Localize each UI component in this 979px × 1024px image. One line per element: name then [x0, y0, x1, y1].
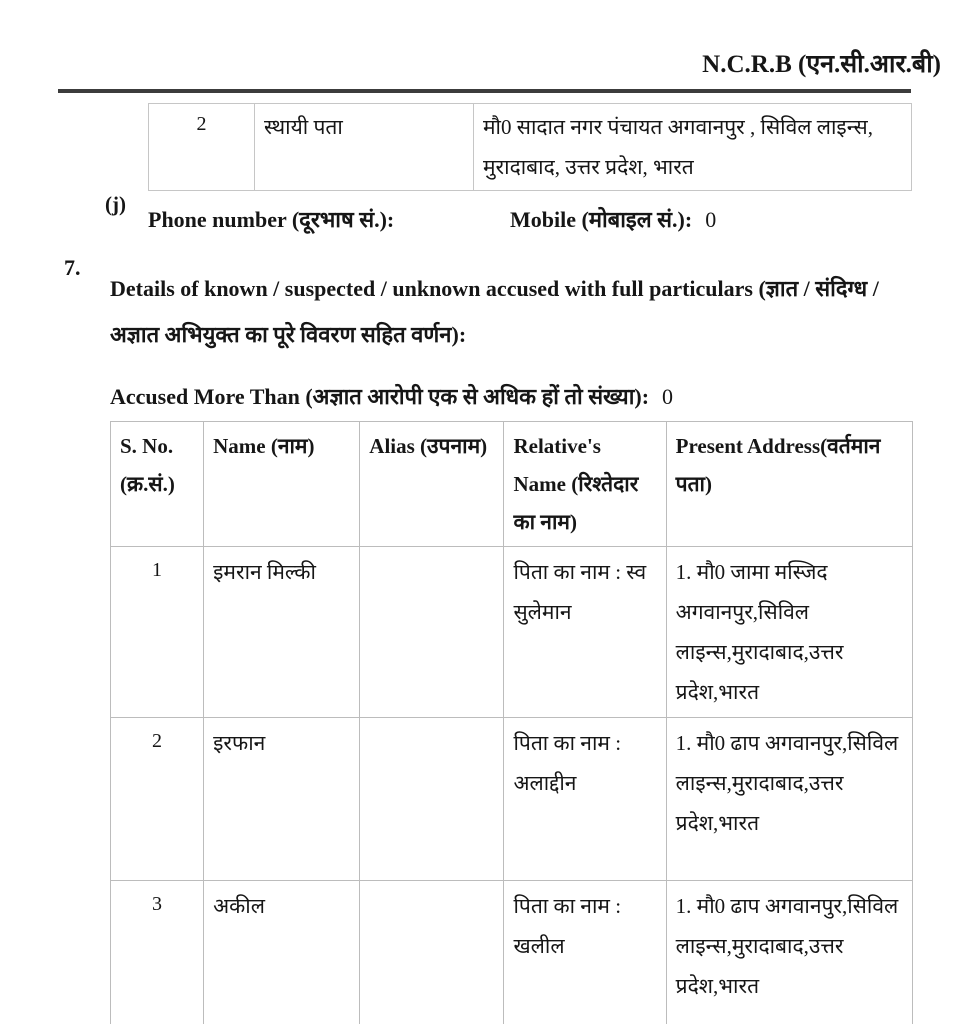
mobile-value: 0	[705, 207, 717, 232]
cell-field-label: स्थायी पता	[255, 104, 474, 191]
section-title: Details of known / suspected / unknown accused with full particulars (ज्ञात / संदिग्ध / अज्ञात अभियुक्त का पूरे विवरण सहित वर्णन):	[110, 276, 879, 347]
cell-name: इमरान मिल्की	[204, 547, 360, 718]
cell-present-address: 1. मौ0 जामा मस्जिद अगवानपुर,सिविल लाइन्स,मुरादाबाद,उत्तर प्रदेश,भारत	[666, 547, 912, 718]
cell-relative-name: पिता का नाम : अलाद्दीन	[504, 718, 666, 881]
header-divider	[58, 89, 911, 93]
column-header-present-address: Present Address(वर्तमान पता)	[666, 422, 912, 547]
phone-number-label: Phone number (दूरभाष सं.):	[148, 207, 395, 232]
cell-alias	[360, 881, 504, 1024]
cell-serial-number: 2	[149, 104, 255, 191]
column-header-alias: Alias (उपनाम)	[360, 422, 504, 547]
column-header-sno: S. No. (क्र.सं.)	[111, 422, 204, 547]
cell-present-address: 1. मौ0 ढाप अगवानपुर,सिविल लाइन्स,मुरादाबाद,उत्तर प्रदेश,भारत	[666, 718, 912, 881]
table-row	[111, 718, 913, 881]
cell-serial-number: 1	[111, 547, 204, 718]
mobile-label: Mobile (मोबाइल सं.):	[510, 207, 693, 232]
table-header-row	[111, 422, 913, 547]
cell-relative-name: पिता का नाम : खलील	[504, 881, 666, 1024]
accused-more-than-value: 0	[662, 384, 674, 409]
cell-alias	[360, 547, 504, 718]
cell-field-value: मौ0 सादात नगर पंचायत अगवानपुर , सिविल लाइन्स, मुरादाबाद, उत्तर प्रदेश, भारत	[474, 104, 912, 191]
mobile-number-line	[510, 204, 716, 234]
table-row	[149, 104, 912, 191]
cell-name: अकील	[204, 881, 360, 1024]
cell-name: इरफान	[204, 718, 360, 881]
column-header-name: Name (नाम)	[204, 422, 360, 547]
cell-relative-name: पिता का नाम : स्व सुलेमान	[504, 547, 666, 718]
page-title: N.C.R.B (एन.सी.आर.बी)	[702, 51, 941, 78]
cell-present-address: 1. मौ0 ढाप अगवानपुर,सिविल लाइन्स,मुरादाबाद,उत्तर प्रदेश,भारत	[666, 881, 912, 1024]
cell-serial-number: 3	[111, 881, 204, 1024]
permanent-address-table	[148, 103, 912, 191]
section-number: 7.	[64, 255, 81, 280]
cell-serial-number: 2	[111, 718, 204, 881]
accused-details-table	[110, 421, 913, 1024]
cell-alias	[360, 718, 504, 881]
table-row	[111, 547, 913, 718]
table-row	[111, 881, 913, 1024]
item-marker-j: (j)	[105, 192, 126, 216]
accused-more-than-label: Accused More Than (अज्ञात आरोपी एक से अधिक हों तो संख्या):	[110, 384, 650, 409]
accused-more-than-line	[110, 381, 673, 411]
column-header-relative-name: Relative's Name (रिश्तेदार का नाम)	[504, 422, 666, 547]
